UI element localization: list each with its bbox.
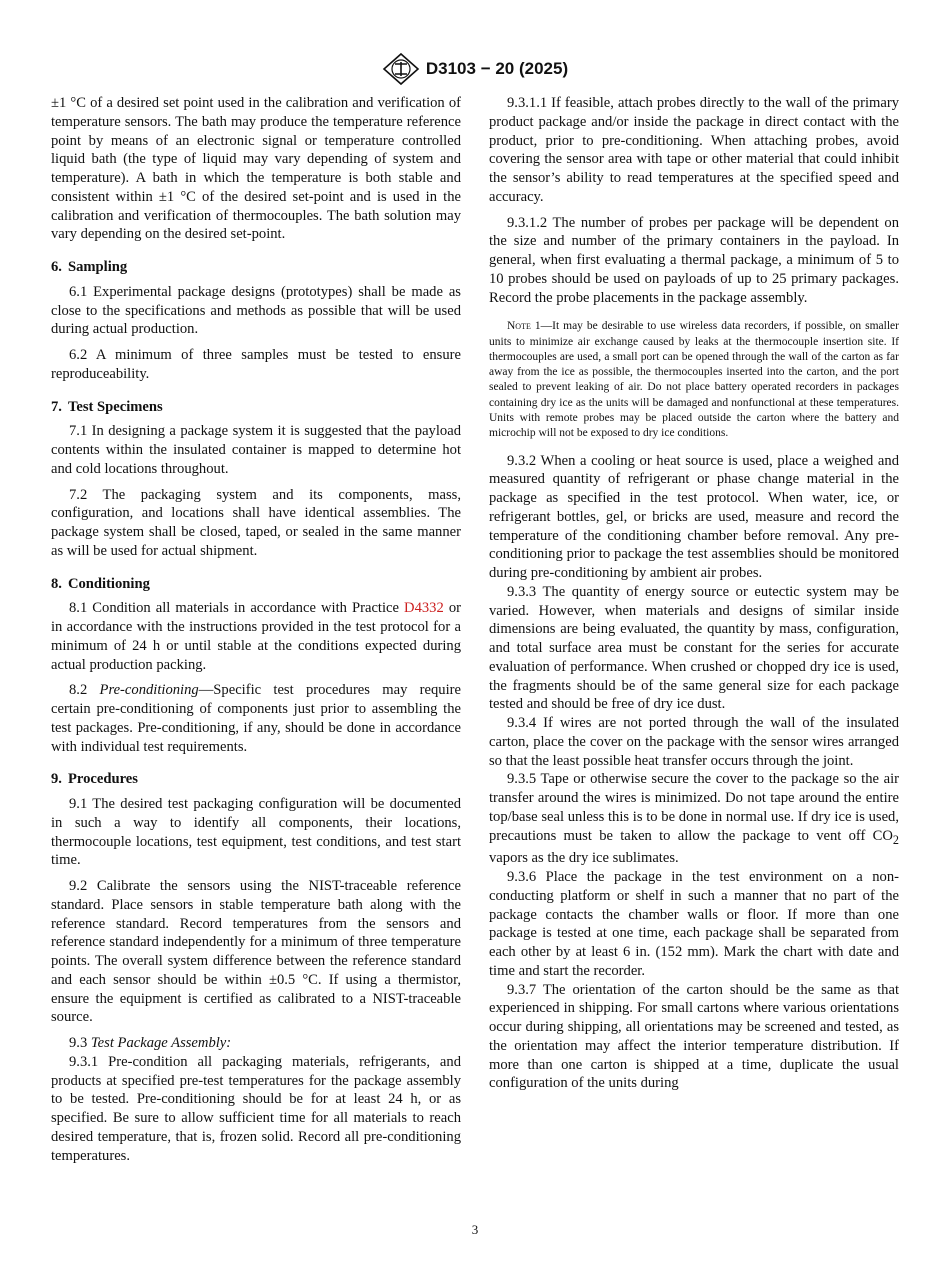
paragraph-6-1: 6.1 Experimental package designs (prototypes) shall be made as close to the specifications and methods as possible that will be used during actual production. [51, 283, 461, 338]
paragraph-9-3-6: 9.3.6 Place the package in the test environment on a non-conducting platform or shelf in such a manner that no part of the package contacts the chamber walls or floor. If more than one package is tested at one time, each package shall be separated from each other by at least 6 in. (152 mm). Mark the chart with date and time and start the recorder. [489, 869, 899, 979]
d4332-link[interactable]: D4332 [404, 600, 444, 617]
paragraph-8-1: 8.1 Condition all materials in accordance with Practice D4332 or in accordance with the instructions provided in the test protocol for a minimum of 24 h or until stable at the conditions expected during actual production packing. [51, 600, 461, 673]
page-header [0, 52, 950, 91]
paragraph-6-2: 6.2 A minimum of three samples must be tested to ensure reproduceability. [51, 347, 461, 382]
section-8-heading: 8. Conditioning [51, 575, 150, 592]
paragraph-9-3-5: 9.3.5 Tape or otherwise secure the cover to the package so the air transfer around the wires is minimized. Do not tape around the entire top/base seal unless this is to be done in normal use. If dry ice is used, precautions must be taken to allow the package to vent off $CO_2$ vapors as the dry ice sublimates. [489, 771, 899, 867]
paragraph-9-3-1-1: 9.3.1.1 If feasible, attach probes directly to the wall of the primary product package and/or inside the package in direct contact with the product, prior to pre-conditioning. When attaching probes, avoid covering the sensor area with tape or other material that could inhibit the sensor’s ability to read temperatures at the specified speed and accuracy. [489, 95, 899, 205]
paragraph-9-3-1: 9.3.1 Pre-condition all packaging materials, refrigerants, and products at specified pre-test temperatures for the package assembly to be tested. Pre-conditioning should be for at least 24 h, or as specified. Be sure to allow sufficient time for all materials to reach desired temperature, that is, frozen solid. Record all pre-conditioning temperatures. [51, 1053, 461, 1164]
section-6-heading: 6. Sampling [51, 259, 128, 275]
paragraph-9-3-7: 9.3.7 The orientation of the carton should be the same as that experienced in shipping. For small cartons where various orientations occur during shipping, all orientations may be screened and tested, as the orientation may affect the interior temperature distribution. If more than one carton is shipped at a time, duplicate the usual configuration of the units during [489, 981, 899, 1092]
page-number: 3 [471, 1222, 479, 1237]
paragraph-9-3-3: 9.3.3 The quantity of energy source or eutectic system may be varied. However, when materials and designs of similar inside dimensions are being evaluated, the quantity by mass, configuration, and total surface area must be constant for the series for accurate evaluation of performance. When crushed or chopped dry ice is used, the fragments should be of the same general size for each package tested and should be free of dry ice dust. [489, 583, 899, 713]
section-9-heading: 9. Procedures [51, 771, 138, 788]
paragraph-7-1: 7.1 In designing a package system it is suggested that the payload contents within the insulated container is mapped to determine hot and cold locations throughout. [51, 423, 461, 477]
paragraph-9-3-1-2: 9.3.1.2 The number of probes per package will be dependent on the size and number of the primary containers in the payload. In general, when first evaluating a thermal package, a minimum of 5 to 10 probes should be used on payloads of up to 25 primary packages. Record the probe placements in the package assembly. [489, 214, 899, 306]
paragraph-7-2: 7.2 The packaging system and its components, mass, configuration, and locations shall have identical assemblies. The package system shall be closed, taped, or sealed in the same manner as will be used for actual shipment. [51, 486, 461, 559]
paragraph-9-3-2: 9.3.2 When a cooling or heat source is used, place a weighed and measured quantity of refrigerant or phase change material in the package as specified in the test protocol. When water, ice, or refrigerant bottles, gel, or bricks are used, measure and record the temperature of the conditioning chamber before removal. Any pre-conditioning prior to package the test assemblies should be monitored during pre-conditioning by ambient air probes. [489, 452, 899, 582]
astm-logo-icon [382, 52, 420, 86]
section-7-heading: 7. Test Specimens [51, 398, 163, 415]
paragraph-9-2: 9.2 Calibrate the sensors using the NIST-traceable reference standard. Place sensors in stable temperature bath along with the reference standard. Record temperatures from the sensors and reference standard independently for a minimum of three temperature points. The overall system difference between the reference standard and each sensor should be within ±0.5 °C. If using a thermistor, ensure the equipment is certified as calibrated to a NIST-traceable source. [51, 878, 461, 1026]
paragraph-8-2: 8.2 Pre-conditioning—Specific test procedures may require certain pre-conditioning of components just prior to assembling the test packages. Pre-conditioning, if any, should be done in accordance with individual test requirements. [51, 682, 461, 755]
paragraph-9-1: 9.1 The desired test packaging configuration will be documented in such a way to identify all components, their locations, thermocouple locations, test equipment, test conditions, and test start time. [51, 796, 461, 869]
right-column [489, 94, 899, 1093]
intro-paragraph: ±1 °C of a desired set point used in the calibration and verification of temperature sensors. The bath may produce the temperature reference point by means of an electronic signal or temperature controlled liquid bath (the type of liquid may vary depending of system and temperature). A bath in which the temperature is both stable and consistent within ±1 °C of the desired set-point and is used in the calibration and verification of thermocouples. The bath solution may vary depending on the desired set-point. [51, 95, 461, 243]
paragraph-9-3-4: 9.3.4 If wires are not ported through the wall of the insulated carton, place the cover on the package with the sensor wires arranged so that the least possible heat transfer occurs through the joint. [489, 715, 899, 769]
note-1: Note 1—It may be desirable to use wireless data recorders, if possible, on smaller units to minimize air exchange caused by leaks at the thermocouple insertion site. If thermocouples are used, a small port can be opened through the wall of the carton as far away from the ice as possible, the thermocouples inserted into the carton, and the port sealed to prevent leaking of air. Do not place battery operated recorders in packages containing dry ice as the units will be damaged and nonfunctional at these temperatures. Units with remote probes may be placed outside the carton where the battery and microchip will not be exposed to dry ice conditions. [489, 320, 899, 440]
left-column [51, 94, 461, 1165]
paragraph-9-3: 9.3 Test Package Assembly: [69, 1035, 232, 1051]
document-id: D3103 − 20 (2025) [425, 59, 569, 78]
